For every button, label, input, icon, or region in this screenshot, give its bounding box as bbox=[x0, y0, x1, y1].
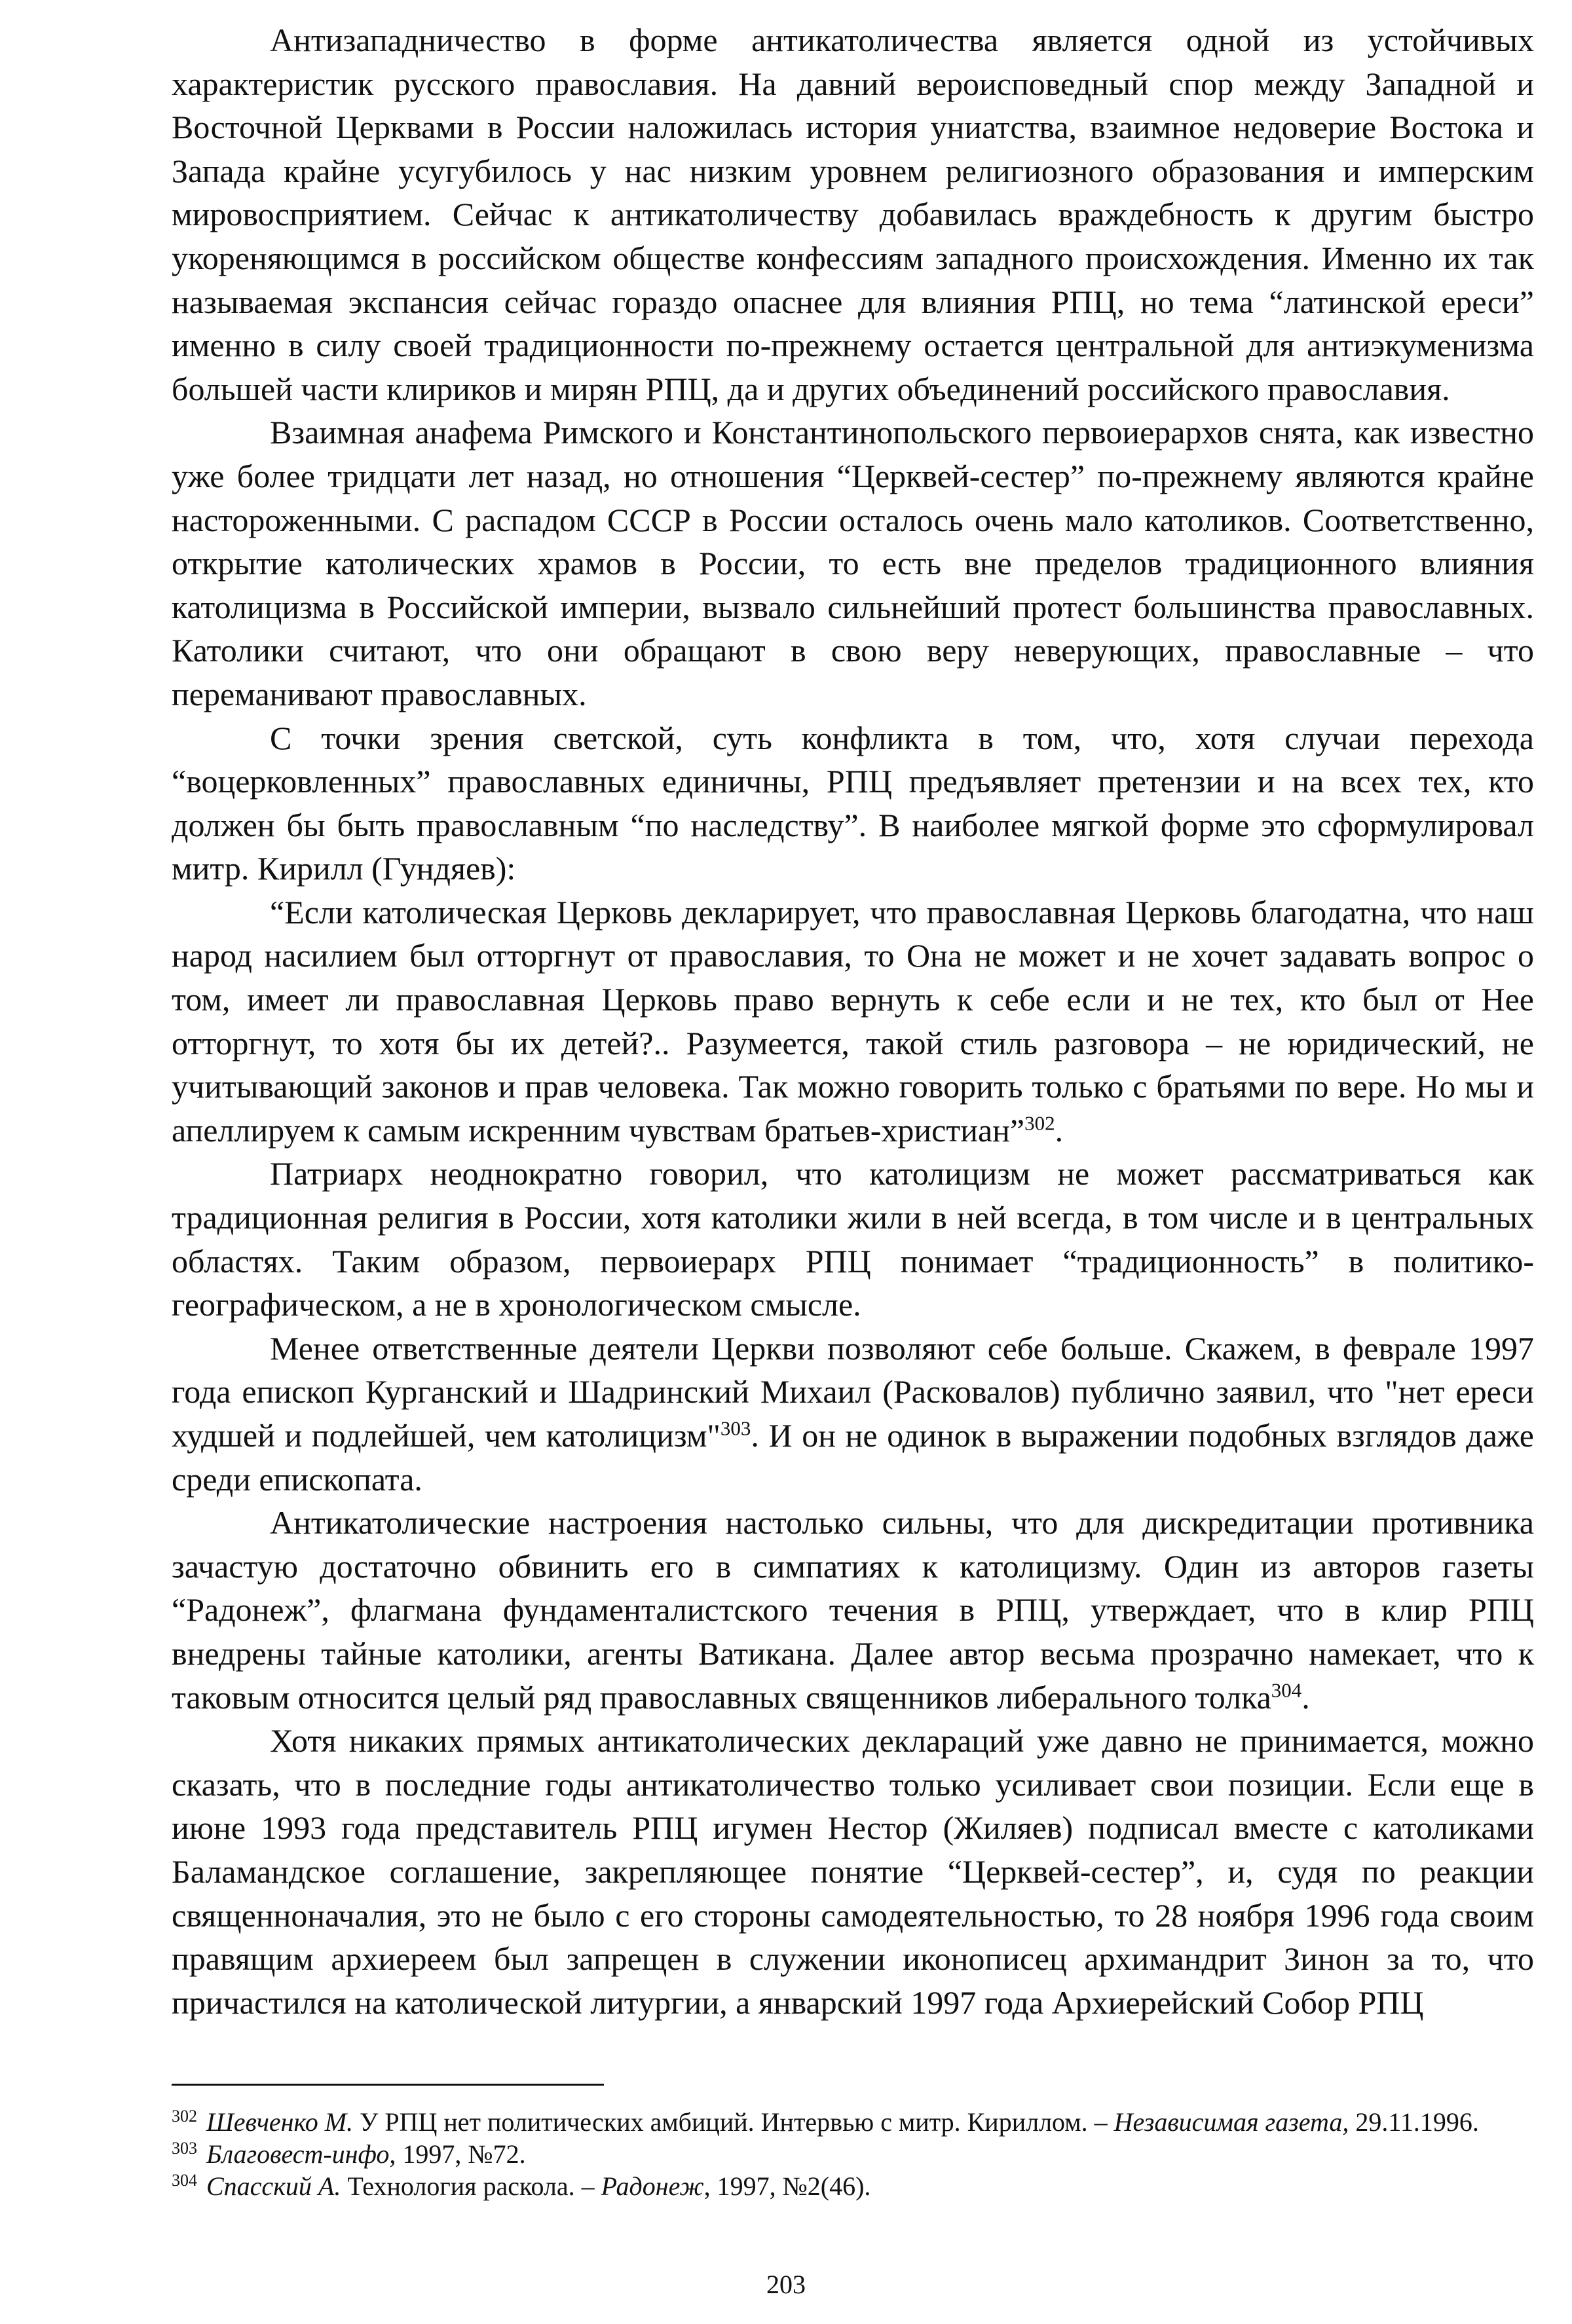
radonezh-text-before: Антикатолические настроения настолько сильны, что для дискредитации противника зачастую достаточно обвинить его в симпатиях к католицизму. Один из авторов газеты “Радонеж”, флагмана фундаменталистского течения в РПЦ, утверждает, что в клир РПЦ внедрены тайные католики, агенты Ватикана. Далее автор весьма прозрачно намекает, что к таковым относится целый ряд православных священников либерального толка bbox=[172, 1504, 1534, 1716]
bishop-text-after: . И он не одинок в выражении подобных взглядов даже среди епископата. bbox=[172, 1417, 1535, 1498]
footnote-ref-304[interactable]: 304 bbox=[1271, 1678, 1302, 1701]
paragraph-balamand: Хотя никаких прямых антикатолических деклараций уже давно не принимается, можно сказать, что в последние годы антикатоличество только усиливает свои позиции. Если еще в июне 1993 года представитель РПЦ игумен Нестор (Жиляев) подписал вместе с католиками Баламандское соглашение, закрепляющее понятие “Церквей-сестер”, и, судя по реакции священноначалия, это не было с его стороны самодеятельностью, то 28 ноября 1996 года своим правящим архиереем был запрещен в служении иконописец архимандрит Зинон за то, что причастился на католической литургии, а январский 1997 года Архиерейский Собор РПЦ bbox=[172, 1722, 1534, 2021]
footnote-rest: , 1997, №2(46). bbox=[703, 2171, 871, 2201]
main-text bbox=[172, 18, 1534, 2024]
paragraph-secular-view: С точки зрения светской, суть конфликта в том, что, хотя случаи перехода “воцерковленных” православных единичны, РПЦ предъявляет претензии и на всех тех, кто должен бы быть православным “по наследству”. В наиболее мягкой форме это сформулировал митр. Кирилл (Гундяев): bbox=[172, 719, 1534, 887]
footnote-303 bbox=[172, 2138, 1534, 2170]
footnote-302 bbox=[172, 2106, 1534, 2138]
footnote-number: 303 bbox=[172, 2138, 197, 2158]
footnote-number: 302 bbox=[172, 2106, 197, 2126]
bishop-text-before: Менее ответственные деятели Церкви позволяют себе больше. Скажем, в феврале 1997 года епископ Курганский и Шадринский Михаил (Расковалов) публично заявил, что "нет ереси худшей и подлейшей, чем католицизм" bbox=[172, 1329, 1534, 1454]
footnote-source: Независимая газета, bbox=[1114, 2107, 1349, 2137]
footnote-number: 304 bbox=[172, 2170, 197, 2190]
footnote-rest: 29.11.1996. bbox=[1349, 2107, 1479, 2137]
page-number: 203 bbox=[766, 2270, 806, 2299]
footnote-source: Благовест-инфо bbox=[206, 2139, 390, 2169]
footnotes bbox=[172, 2106, 1534, 2202]
paragraph-mutual-anathema: Взаимная анафема Римского и Константинопольского первоиерархов снята, как известно уже более тридцати лет назад, но отношения “Церквей-сестер” по-прежнему являются крайне настороженными. С распадом СССР в России осталось очень мало католиков. Соответственно, открытие католических храмов в России, то есть вне пределов традиционного влияния католицизма в Российской империи, вызвало сильнейший протест большинства православных. Католики считают, что они обращают в свою веру неверующих, православные – что переманивают православных. bbox=[172, 414, 1534, 712]
footnote-title: Технология раскола. – bbox=[341, 2171, 601, 2201]
quote-paragraph bbox=[172, 891, 1534, 1153]
paragraph-bishop bbox=[172, 1327, 1534, 1501]
footnote-title: У РПЦ нет политических амбиций. Интервью с митр. Кириллом. – bbox=[353, 2107, 1114, 2137]
quote-text: “Если католическая Церковь декларирует, что православная Церковь благодатна, что наш народ насилием был отторгнут от православия, то Она не может и не хочет задавать вопрос о том, имеет ли православная Церковь право вернуть к себе если и не тех, кто был от Нее отторгнут, то хотя бы их детей?.. Разумеется, такой стиль разговора – не юридический, не учитывающий законов и прав человека. Так можно говорить только с братьями по вере. Но мы и апеллируем к самым искренним чувствам братьев-христиан” bbox=[172, 893, 1534, 1149]
footnote-304 bbox=[172, 2170, 1534, 2202]
footnote-rest: , 1997, №72. bbox=[389, 2139, 526, 2169]
paragraph-radonezh bbox=[172, 1501, 1534, 1719]
paragraph-anti-westernism: Антизападничество в форме антикатоличества является одной из устойчивых характеристик русского православия. На давний вероисповедный спор между Западной и Восточной Церквами в России наложилась история униатства, взаимное недоверие Востока и Запада крайне усугубилось у нас низким уровнем религиозного образования и имперским мировосприятием. Сейчас к антикатоличеству добавилась враждебность к другим быстро укореняющимся в российском обществе конфессиям западного происхождения. Именно их так называемая экспансия сейчас гораздо опаснее для влияния РПЦ, но тема “латинской ереси” именно в силу своей традиционности по-прежнему остается центральной для антиэкуменизма большей части клириков и мирян РПЦ, да и других объединений российского православия. bbox=[172, 22, 1534, 407]
footnote-source: Радонеж bbox=[601, 2171, 704, 2201]
quote-end: . bbox=[1055, 1111, 1064, 1149]
footnote-author: Спасский А. bbox=[206, 2171, 341, 2201]
footnote-author: Шевченко М. bbox=[206, 2107, 354, 2137]
footnote-ref-302[interactable]: 302 bbox=[1024, 1111, 1055, 1135]
footnote-divider bbox=[172, 2084, 604, 2086]
footnote-ref-303[interactable]: 303 bbox=[720, 1416, 751, 1440]
radonezh-text-after: . bbox=[1301, 1678, 1310, 1716]
paragraph-patriarch: Патриарх неоднократно говорил, что католицизм не может рассматриваться как традиционная религия в России, хотя католики жили в ней всегда, в том числе и в центральных областях. Таким образом, первоиерарх РПЦ понимает “традиционность” в политико-географическом, а не в хронологическом смысле. bbox=[172, 1155, 1534, 1323]
